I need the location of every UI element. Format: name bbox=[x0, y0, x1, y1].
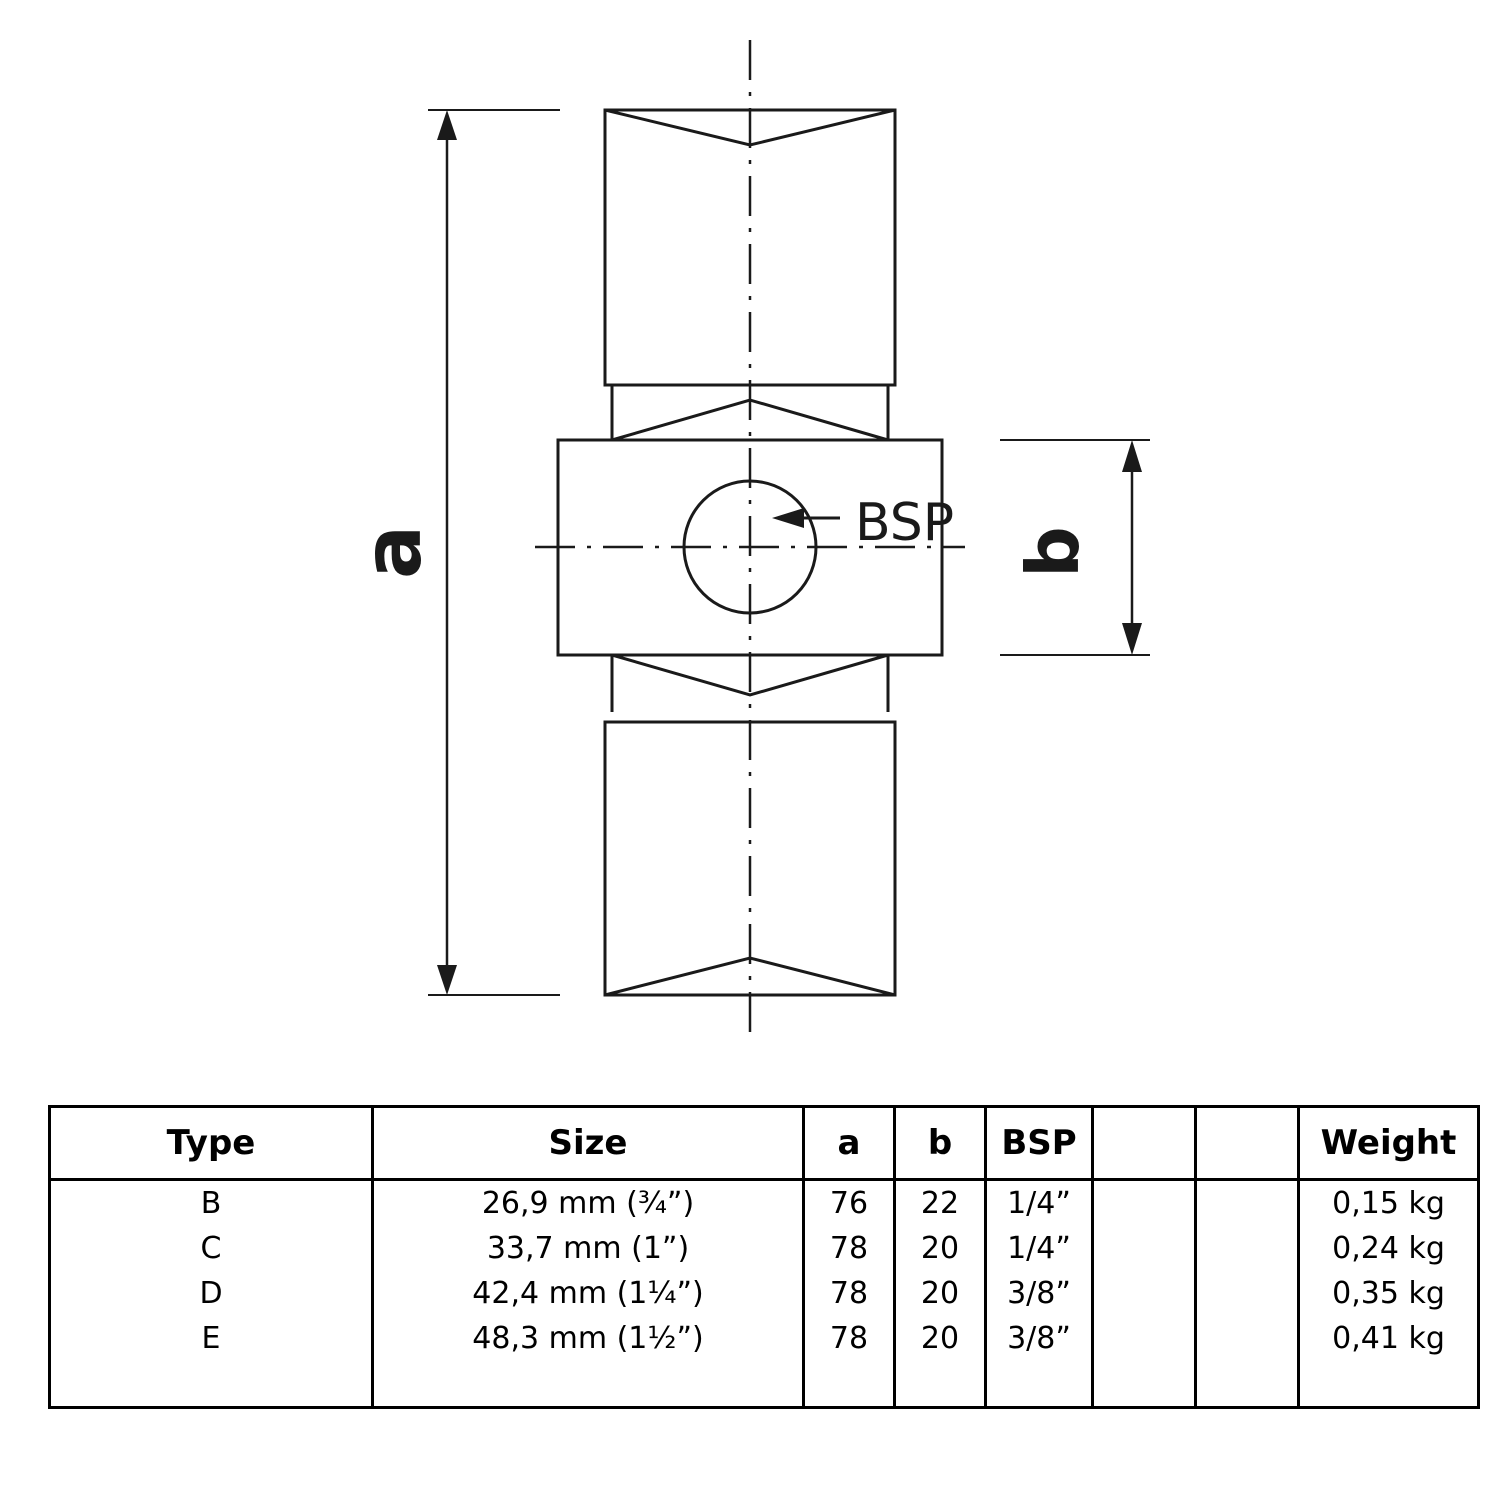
cell-weight: 0,24 kg bbox=[1299, 1226, 1479, 1271]
cell-blank-1 bbox=[1093, 1316, 1196, 1361]
cell-size: 42,4 mm (1¼”) bbox=[373, 1271, 804, 1316]
filler-cell bbox=[50, 1361, 373, 1408]
cell-blank-1 bbox=[1093, 1226, 1196, 1271]
filler-cell bbox=[895, 1361, 986, 1408]
cell-a: 78 bbox=[804, 1316, 895, 1361]
cell-b: 20 bbox=[895, 1271, 986, 1316]
cell-blank-2 bbox=[1196, 1316, 1299, 1361]
cell-bsp: 1/4” bbox=[986, 1180, 1093, 1227]
cell-type: C bbox=[50, 1226, 373, 1271]
table-row bbox=[50, 1316, 1479, 1361]
cell-weight: 0,35 kg bbox=[1299, 1271, 1479, 1316]
table-row bbox=[50, 1226, 1479, 1271]
a-arrow-top bbox=[437, 110, 457, 140]
filler-cell bbox=[804, 1361, 895, 1408]
dimension-label-a: a bbox=[346, 525, 439, 579]
cell-size: 48,3 mm (1½”) bbox=[373, 1316, 804, 1361]
header-bsp: BSP bbox=[986, 1107, 1093, 1180]
cell-size: 26,9 mm (¾”) bbox=[373, 1180, 804, 1227]
table-header-row bbox=[50, 1107, 1479, 1180]
table-body bbox=[50, 1180, 1479, 1408]
header-a: a bbox=[804, 1107, 895, 1180]
table-row bbox=[50, 1271, 1479, 1316]
cell-bsp: 1/4” bbox=[986, 1226, 1093, 1271]
cell-a: 76 bbox=[804, 1180, 895, 1227]
cell-a: 78 bbox=[804, 1226, 895, 1271]
cell-type: B bbox=[50, 1180, 373, 1227]
table-head bbox=[50, 1107, 1479, 1180]
cell-blank-2 bbox=[1196, 1180, 1299, 1227]
cell-bsp: 3/8” bbox=[986, 1271, 1093, 1316]
header-b: b bbox=[895, 1107, 986, 1180]
header-type: Type bbox=[50, 1107, 373, 1180]
b-arrow-top bbox=[1122, 440, 1142, 472]
filler-cell bbox=[986, 1361, 1093, 1408]
cell-b: 20 bbox=[895, 1226, 986, 1271]
bsp-leader-arrow bbox=[772, 508, 804, 528]
dimension-label-b: b bbox=[1011, 526, 1095, 578]
header-blank-2 bbox=[1196, 1107, 1299, 1180]
cell-type: D bbox=[50, 1271, 373, 1316]
table-filler-row bbox=[50, 1361, 1479, 1408]
header-size: Size bbox=[373, 1107, 804, 1180]
filler-cell bbox=[1299, 1361, 1479, 1408]
table-row bbox=[50, 1180, 1479, 1227]
spec-table-container bbox=[48, 1105, 1457, 1409]
cell-size: 33,7 mm (1”) bbox=[373, 1226, 804, 1271]
cell-b: 22 bbox=[895, 1180, 986, 1227]
cell-blank-2 bbox=[1196, 1226, 1299, 1271]
header-blank-1 bbox=[1093, 1107, 1196, 1180]
cell-blank-1 bbox=[1093, 1271, 1196, 1316]
specification-table bbox=[48, 1105, 1480, 1409]
a-arrow-bottom bbox=[437, 965, 457, 995]
cell-a: 78 bbox=[804, 1271, 895, 1316]
cell-blank-2 bbox=[1196, 1271, 1299, 1316]
cell-weight: 0,41 kg bbox=[1299, 1316, 1479, 1361]
bsp-callout-label: BSP bbox=[855, 493, 955, 553]
header-weight: Weight bbox=[1299, 1107, 1479, 1180]
cell-blank-1 bbox=[1093, 1180, 1196, 1227]
cell-b: 20 bbox=[895, 1316, 986, 1361]
filler-cell bbox=[373, 1361, 804, 1408]
cell-type: E bbox=[50, 1316, 373, 1361]
cell-bsp: 3/8” bbox=[986, 1316, 1093, 1361]
b-arrow-bottom bbox=[1122, 623, 1142, 655]
filler-cell bbox=[1196, 1361, 1299, 1408]
filler-cell bbox=[1093, 1361, 1196, 1408]
cell-weight: 0,15 kg bbox=[1299, 1180, 1479, 1227]
